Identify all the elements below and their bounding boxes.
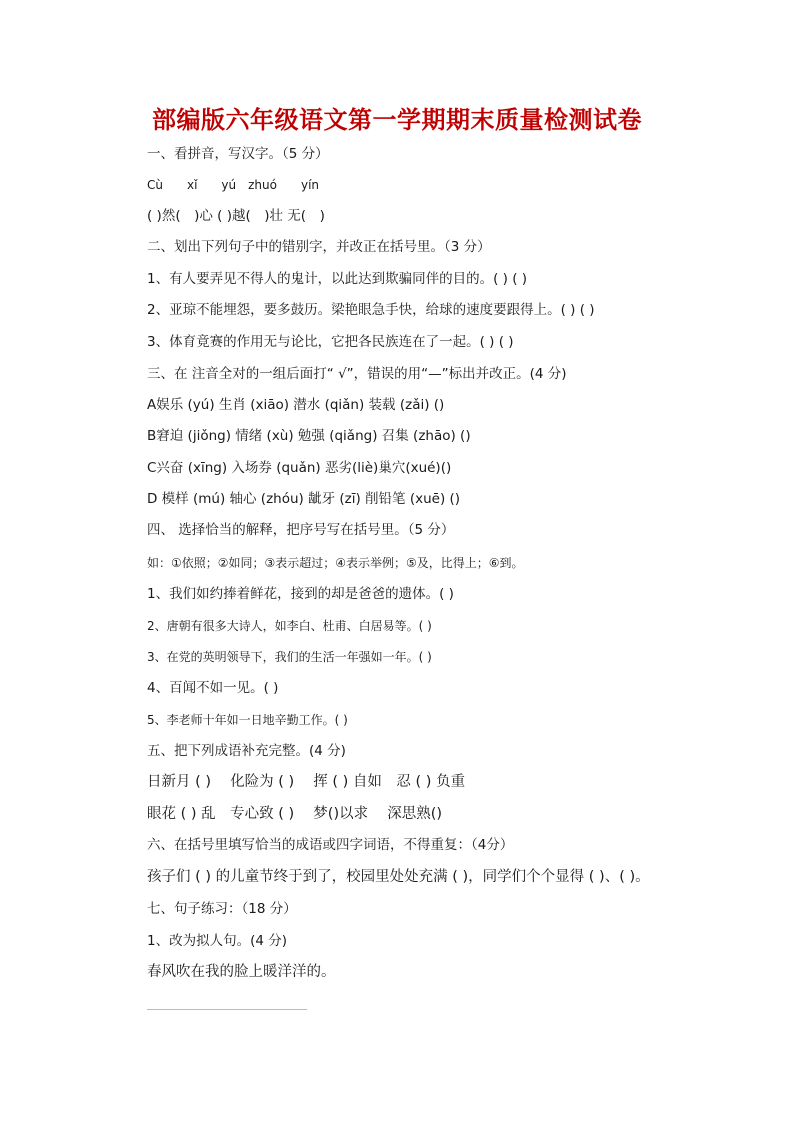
- section-3-option-a: A娱乐 (yú) 生肖 (xiāo) 潜水 (qiǎn) 装载 (zǎi) (): [147, 397, 445, 413]
- section-5-heading: 五、把下列成语补充完整。(4 分): [147, 743, 346, 759]
- section-6-heading: 六、在括号里填写恰当的成语或四字词语，不得重复：（4分）: [147, 837, 514, 853]
- section-2-heading: 二、划出下列句子中的错别字，并改正在括号里。（3 分）: [147, 239, 491, 255]
- section-3-option-c: C兴奋 (xīng) 入场券 (quǎn) 恶劣(liè)巢穴(xué)(): [147, 460, 452, 476]
- idiom-row-2: 眼花 ( ) 乱 专心致 ( ) 梦()以求 深思熟(): [147, 806, 443, 822]
- section-2-item-3: 3、体育竟赛的作用无与论比，它把各民族连在了一起。( ) ( ): [147, 334, 514, 350]
- exam-title: 部编版六年级语文第一学期期末质量检测试卷: [152, 105, 642, 134]
- section-4-item-4: 4、百闻不如一见。( ): [147, 680, 279, 696]
- section-2-item-1: 1、有人要弄见不得人的鬼计，以此达到欺骗同伴的目的。( ) ( ): [147, 271, 528, 287]
- section-7-task-1: 1、改为拟人句。(4 分): [147, 933, 288, 949]
- section-6-sentence: 孩子们 ( ) 的儿童节终于到了，校园里处处充满 ( )，同学们个个显得 ( )、( )。: [147, 869, 650, 885]
- section-7-sentence: 春风吹在我的脸上暖洋洋的。: [147, 964, 336, 980]
- section-4-item-3: 3、在党的英明领导下，我们的生活一年强如一年。( ): [147, 650, 432, 664]
- section-4-meanings: 如：①依照；②如同；③表示超过；④表示举例；⑤及，比得上；⑥到。: [147, 556, 524, 570]
- section-1-heading: 一、看拼音，写汉字。（5 分）: [147, 146, 329, 162]
- section-2-item-2: 2、亚琼不能埋怨，要多鼓历。梁艳眼急手快，给球的速度要跟得上。( ) ( ): [147, 302, 595, 318]
- footnote-divider: [147, 1009, 307, 1010]
- section-3-heading: 三、在 注音全对的一组后面打“ √”，错误的用“—”标出并改正。(4 分): [147, 366, 567, 382]
- section-3-option-d: D 模样 (mú) 轴心 (zhóu) 龇牙 (zī) 削铅笔 (xuē) (): [147, 491, 461, 507]
- section-4-heading: 四、 选择恰当的解释，把序号写在括号里。（5 分）: [147, 522, 455, 538]
- idiom-row-1: 日新月 ( ) 化险为 ( ) 挥 ( ) 自如 忍 ( ) 负重: [147, 774, 466, 790]
- pinyin-blanks-row: ( )然( )心 ( )越( )壮 无( ): [147, 208, 325, 224]
- section-7-heading: 七、句子练习：（18 分）: [147, 901, 297, 917]
- section-4-item-2: 2、唐朝有很多大诗人，如李白、杜甫、白居易等。( ): [147, 619, 432, 633]
- pinyin-row: Cù xǐ yú zhuó yín: [147, 178, 320, 192]
- section-3-option-b: B窘迫 (jiǒng) 情绪 (xù) 勉强 (qiǎng) 召集 (zhāo) (): [147, 428, 471, 444]
- section-4-item-5: 5、李老师十年如一日地辛勤工作。( ): [147, 713, 348, 727]
- section-4-item-1: 1、我们如约捧着鲜花，接到的却是爸爸的遗体。( ): [147, 586, 454, 602]
